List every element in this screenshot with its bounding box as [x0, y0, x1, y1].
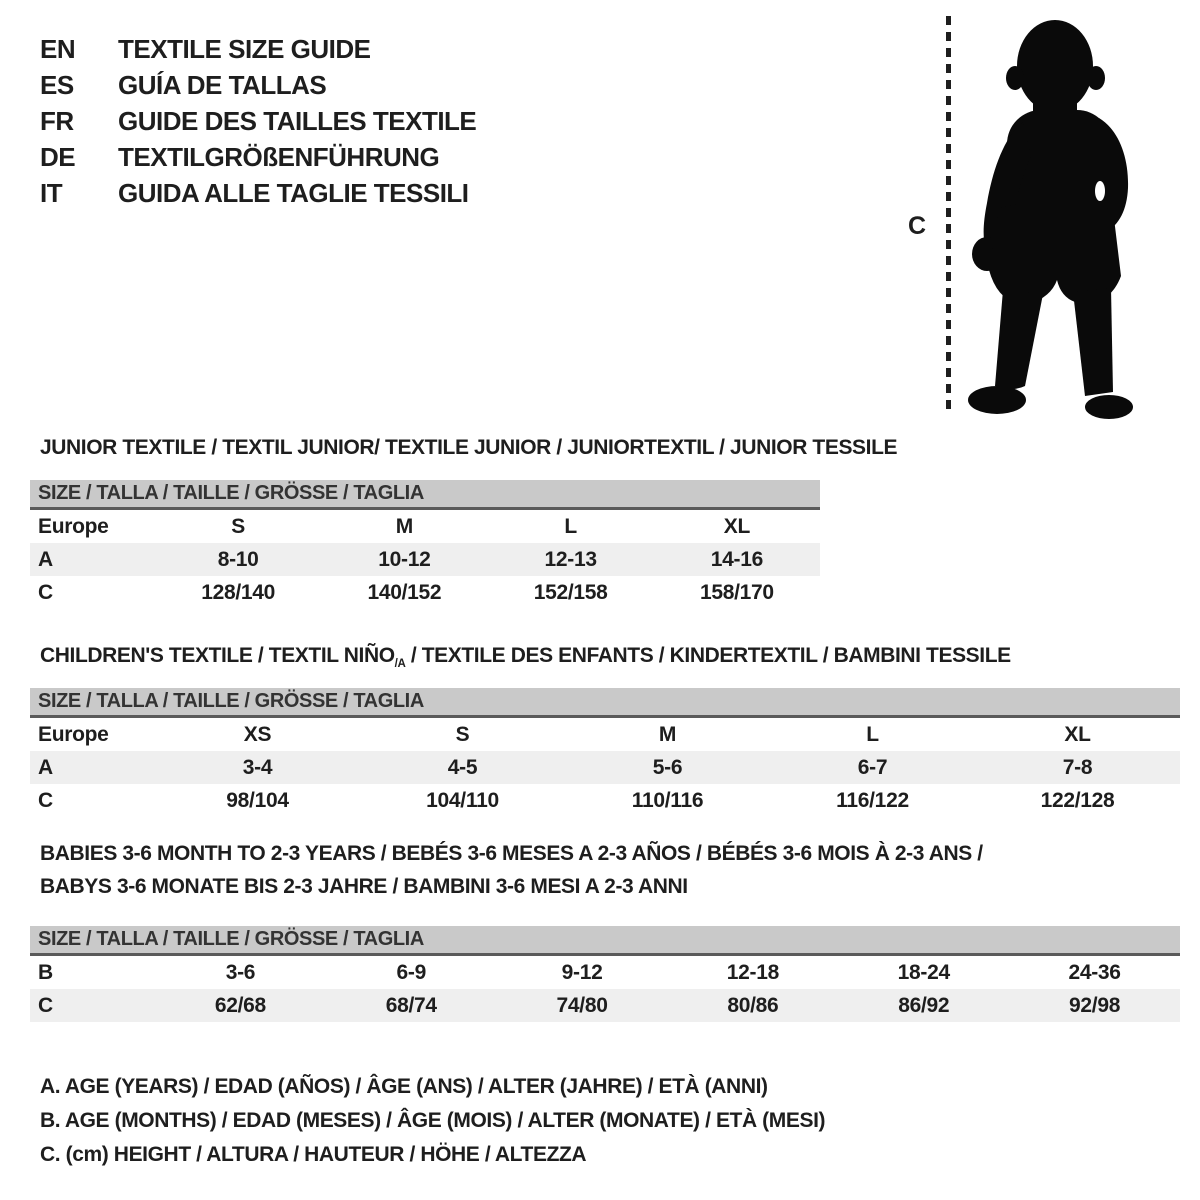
- silhouette-leg-left: [995, 290, 1043, 389]
- row-label: C: [38, 580, 53, 604]
- age-cell: 12-13: [544, 547, 597, 571]
- row-label: A: [38, 755, 53, 779]
- height-cell: 86/92: [898, 993, 950, 1017]
- babies-section-title-line1: BABIES 3-6 MONTH TO 2-3 YEARS / BEBÉS 3-6 MESES A 2-3 AÑOS / BÉBÉS 3-6 MOIS À 2-3 ANS /: [40, 842, 983, 865]
- junior-section-title: JUNIOR TEXTILE / TEXTIL JUNIOR/ TEXTILE JUNIOR / JUNIORTEXTIL / JUNIOR TESSILE: [40, 436, 898, 459]
- size-cell: L: [564, 514, 577, 538]
- age-cell: 24-36: [1068, 960, 1121, 984]
- height-cell: 152/158: [533, 580, 608, 604]
- language-code: ES: [40, 70, 74, 100]
- table-row: [30, 543, 820, 576]
- silhouette-ear-left: [1006, 66, 1024, 90]
- age-cell: 3-4: [242, 755, 273, 779]
- language-row-es: [40, 67, 476, 103]
- babies-size-header: SIZE / TALLA / TAILLE / GRÖSSE / TAGLIA: [30, 926, 1180, 956]
- guide-title: GUÍA DE TALLAS: [118, 70, 327, 100]
- guide-title: GUIDE DES TAILLES TEXTILE: [118, 106, 477, 136]
- height-cell: 158/170: [699, 580, 774, 604]
- age-cell: 4-5: [447, 755, 478, 779]
- toddler-silhouette-icon: [963, 18, 1137, 420]
- height-cell: 80/86: [727, 993, 779, 1017]
- babies-size-table: [30, 926, 1180, 1022]
- legend-line-c: C. (cm) HEIGHT / ALTURA / HAUTEUR / HÖHE / ALTEZZA: [40, 1143, 587, 1166]
- table-row: [30, 784, 1180, 817]
- age-cell: 12-18: [726, 960, 780, 984]
- size-cell: S: [455, 722, 470, 746]
- language-code: FR: [40, 106, 74, 136]
- children-size-header: SIZE / TALLA / TAILLE / GRÖSSE / TAGLIA: [30, 688, 1180, 718]
- table-row: [30, 956, 1180, 989]
- language-row-fr: [40, 103, 476, 139]
- age-cell: 3-6: [225, 960, 256, 984]
- age-cell: 18-24: [897, 960, 950, 984]
- language-title-list: [40, 31, 476, 211]
- age-cell: 6-9: [396, 960, 426, 984]
- table-row: [30, 989, 1180, 1022]
- silhouette-foot-right: [1085, 395, 1133, 419]
- guide-title: GUIDA ALLE TAGLIE TESSILI: [118, 178, 469, 208]
- table-row: [30, 751, 1180, 784]
- row-label: B: [38, 960, 53, 984]
- guide-title: TEXTILE SIZE GUIDE: [118, 34, 371, 64]
- language-code: DE: [40, 142, 76, 172]
- size-cell: L: [866, 722, 879, 746]
- size-cell: XL: [723, 514, 750, 538]
- children-title-text: CHILDREN'S TEXTILE / TEXTIL NIÑO: [40, 644, 395, 667]
- language-code: EN: [40, 34, 76, 64]
- height-cell: 116/122: [836, 788, 909, 812]
- age-cell: 7-8: [1062, 755, 1093, 779]
- height-cell: 62/68: [214, 993, 266, 1017]
- height-cell: 104/110: [426, 788, 499, 812]
- junior-size-table: [30, 480, 820, 609]
- size-cell: S: [231, 514, 245, 538]
- size-cell: XS: [243, 722, 272, 746]
- height-cell: 140/152: [367, 580, 442, 604]
- table-row: [30, 718, 1180, 751]
- age-cell: 8-10: [217, 547, 259, 571]
- silhouette-elbow-gap: [1095, 181, 1105, 201]
- row-label: A: [38, 547, 53, 571]
- size-cell: M: [395, 514, 413, 538]
- table-row: [30, 510, 820, 543]
- age-cell: 14-16: [710, 547, 763, 571]
- children-size-table: [30, 688, 1180, 817]
- size-cell: M: [658, 722, 677, 746]
- row-label: C: [38, 788, 53, 812]
- children-section-title: [40, 644, 1011, 676]
- height-cell: 110/116: [631, 788, 704, 812]
- row-label: C: [38, 993, 53, 1017]
- language-code: IT: [40, 178, 63, 208]
- height-cell: 92/98: [1069, 993, 1121, 1017]
- silhouette-leg-right: [1073, 288, 1113, 396]
- children-title-text: / TEXTILE DES ENFANTS / KINDERTEXTIL / BAMBINI TESSILE: [405, 644, 1011, 667]
- height-cell: 98/104: [226, 788, 289, 812]
- silhouette-shorts: [989, 201, 1121, 304]
- row-label: Europe: [38, 514, 109, 538]
- language-row-en: [40, 31, 476, 67]
- legend-line-b: B. AGE (MONTHS) / EDAD (MESES) / ÂGE (MOIS) / ALTER (MONATE) / ETÀ (MESI): [40, 1109, 826, 1132]
- silhouette-foot-left: [968, 386, 1026, 414]
- height-cell: 128/140: [201, 580, 276, 604]
- row-label: Europe: [38, 722, 109, 746]
- height-cell: 68/74: [385, 993, 437, 1017]
- children-title-subscript: /A: [394, 658, 406, 671]
- silhouette-ear-right: [1087, 66, 1105, 90]
- table-row: [30, 576, 820, 609]
- age-cell: 5-6: [652, 755, 683, 779]
- height-measure-label: C: [908, 212, 927, 240]
- age-cell: 9-12: [561, 960, 603, 984]
- guide-title: TEXTILGRÖßENFÜHRUNG: [118, 142, 440, 172]
- babies-section-title-line2: BABYS 3-6 MONATE BIS 2-3 JAHRE / BAMBINI 3-6 MESI A 2-3 ANNI: [40, 875, 688, 898]
- height-measure-dashed-line: [946, 16, 951, 416]
- height-cell: 122/128: [1040, 788, 1115, 812]
- size-cell: XL: [1064, 722, 1091, 746]
- language-row-it: [40, 175, 476, 211]
- legend: [40, 1070, 825, 1172]
- junior-size-header: SIZE / TALLA / TAILLE / GRÖSSE / TAGLIA: [30, 480, 820, 510]
- age-cell: 6-7: [857, 755, 888, 779]
- height-cell: 74/80: [556, 993, 608, 1017]
- age-cell: 10-12: [378, 547, 431, 571]
- language-row-de: [40, 139, 476, 175]
- legend-line-a: A. AGE (YEARS) / EDAD (AÑOS) / ÂGE (ANS) / ALTER (JAHRE) / ETÀ (ANNI): [40, 1075, 768, 1098]
